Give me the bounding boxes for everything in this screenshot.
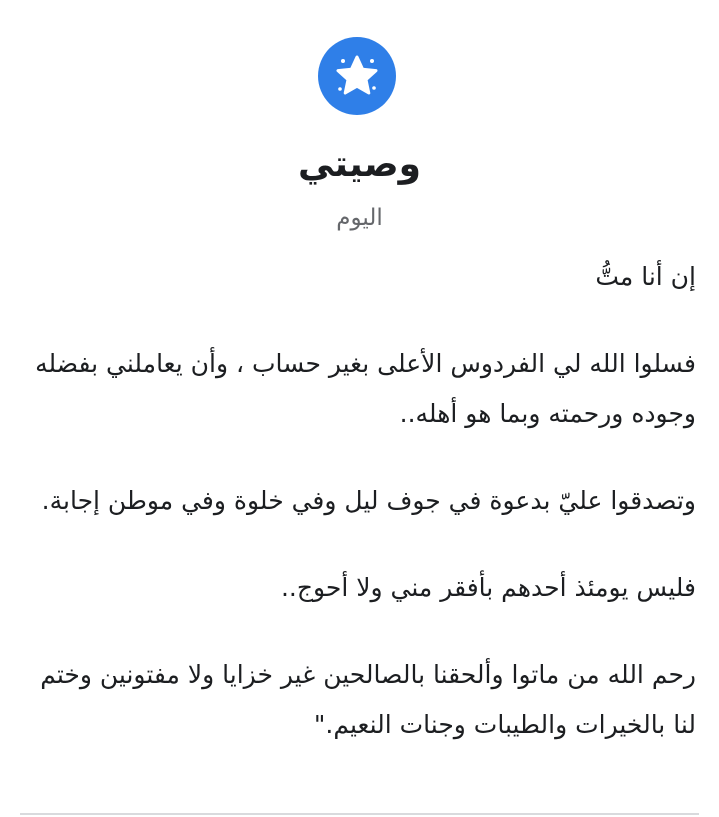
note-paragraph-5: رحم الله من ماتوا وألحقنا بالصالحين غير خزايا ولا مفتونين وختم لنا بالخيرات والطيبات وجنات النعيم." [40, 660, 696, 739]
note-title: وصيتي [298, 144, 421, 185]
note-body [28, 252, 696, 787]
note-paragraph-3: وتصدقوا عليّ بدعوة في جوف ليل وفي خلوة وفي موطن إجابة. [41, 486, 696, 515]
star-icon [318, 37, 396, 115]
bottom-divider [20, 813, 699, 815]
note-paragraph-4: فليس يومئذ أحدهم بأفقر مني ولا أحوج.. [280, 573, 696, 602]
note-timestamp: اليوم [336, 205, 383, 231]
note-avatar[interactable] [318, 37, 396, 115]
note-paragraph-1: إن أنا متُّ [595, 262, 696, 291]
note-paragraph-2: فسلوا الله لي الفردوس الأعلى بغير حساب ، وأن يعاملني بفضله وجوده ورحمته وبما هو أهله.. [35, 349, 696, 428]
